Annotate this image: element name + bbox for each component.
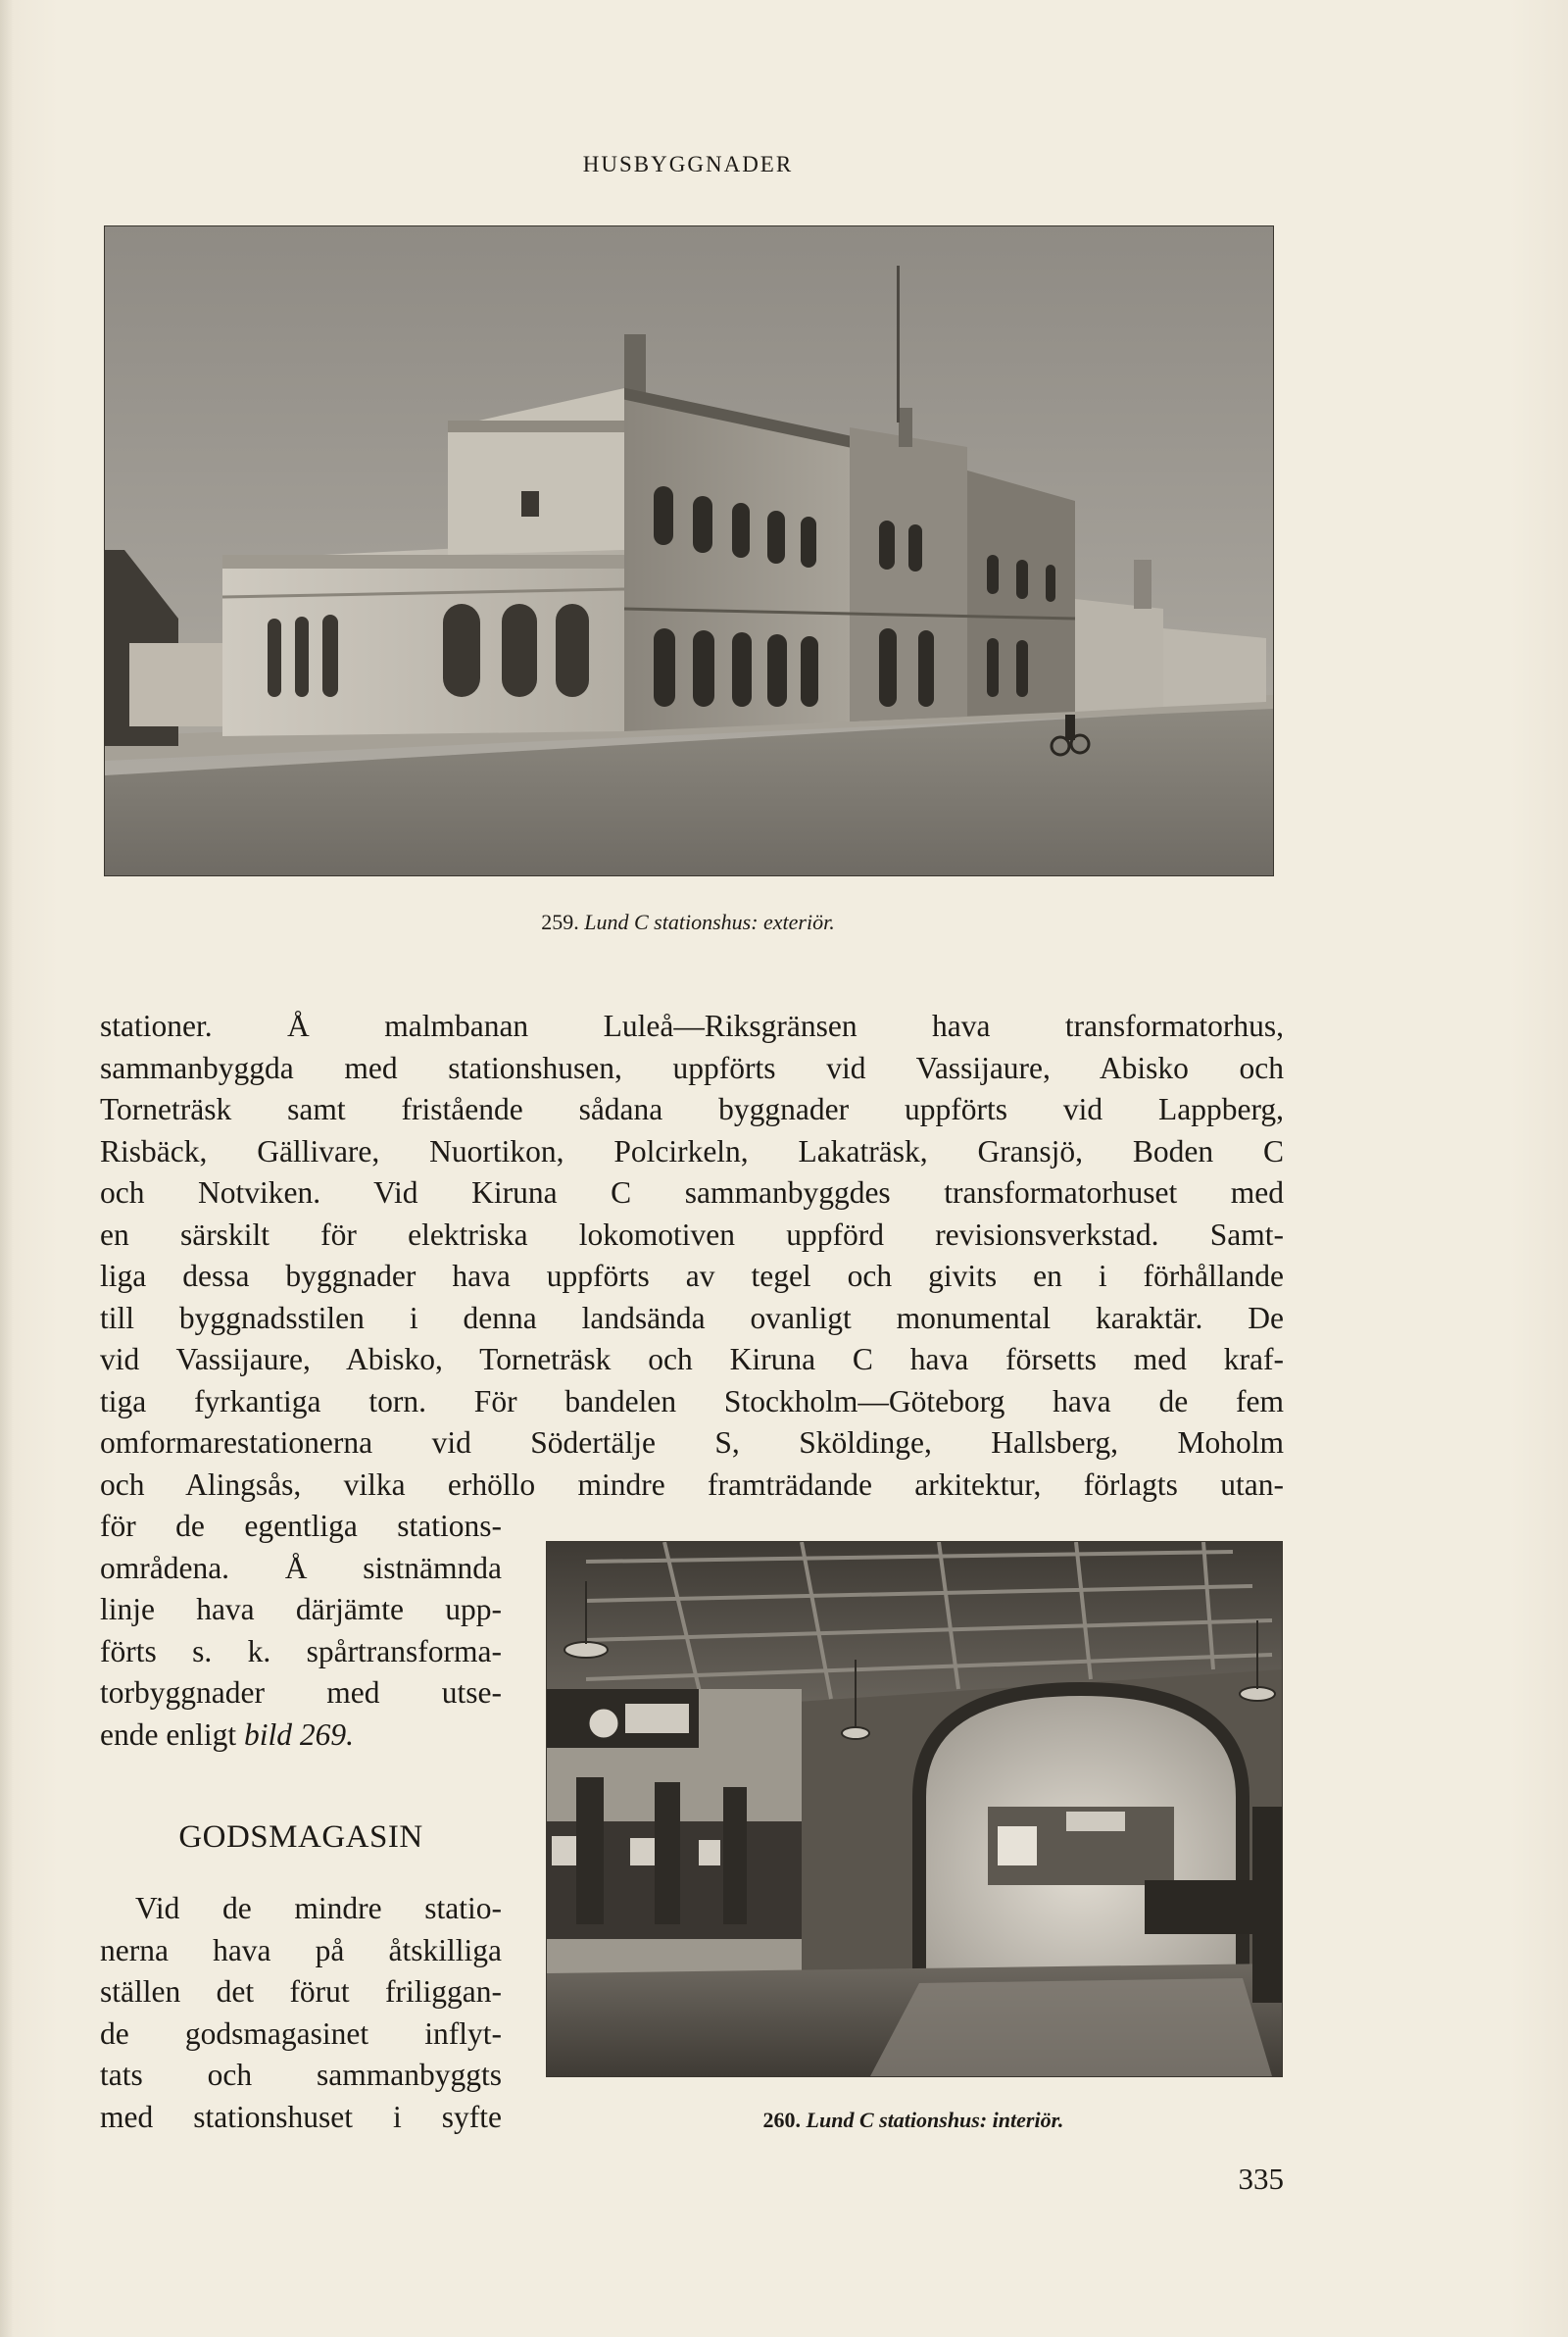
paragraph-1-column [100,1506,502,1756]
paragraph-2-line: ställen det förut friliggan- [100,1974,502,2009]
paragraph-2-line: med stationshuset i syfte [100,2099,502,2134]
paragraph-1-line: en särskilt för elektriska lokomotiven uppförd revisionsverkstad. Samt- [100,1217,1284,1252]
paragraph-1-line: tiga fyrkantiga torn. För bandelen Stockholm—Göteborg hava de fem [100,1383,1284,1418]
page-number: 335 [1238,2162,1284,2196]
paragraph-1-last-line-prefix: ende enligt [100,1716,244,1752]
figure-260-caption-text: Lund C stationshus: interiör. [806,2108,1064,2132]
paragraph-1-line: liga dessa byggnader hava uppförts av tegel och givits en i förhållande [100,1259,1284,1293]
paragraph-1-line: Risbäck, Gällivare, Nuortikon, Polcirkeln, Lakaträsk, Gransjö, Boden C [100,1133,1284,1168]
station-exterior-illustration [105,226,1273,875]
figure-reference: bild 269. [243,1716,354,1752]
figure-259-number: 259. [541,910,579,934]
paragraph-1-column-line: förts s. k. spårtransforma- [100,1633,502,1668]
figure-260-caption [546,2108,1281,2133]
figure-260-number: 260. [762,2108,802,2132]
paragraph-1-column-line: för de egentliga stations- [100,1509,502,1543]
paragraph-1-line: till byggnadsstilen i denna landsända ovanligt monumental karaktär. De [100,1300,1284,1335]
paragraph-1-line: och Notviken. Vid Kiruna C sammanbyggdes transformatorhuset med [100,1175,1284,1210]
paragraph-2-line: tats och sammanbyggts [100,2058,502,2092]
paragraph-1 [100,1006,1284,1506]
paragraph-1-line: stationer. Å malmbanan Luleå—Riksgränsen hava transformatorhus, [100,1009,1284,1043]
paragraph-1-line: omformarestationerna vid Södertälje S, Sköldinge, Hallsberg, Moholm [100,1425,1284,1460]
paragraph-1-column-line: linje hava därjämte upp- [100,1592,502,1626]
figure-259-caption-text: Lund C stationshus: exteriör. [584,910,835,934]
paragraph-1-column-line: områdena. Å sistnämnda [100,1550,502,1585]
paragraph-1-column-line: torbyggnader med utse- [100,1675,502,1710]
paragraph-1-line: sammanbyggda med stationshusen, uppförts vid Vassijaure, Abisko och [100,1050,1284,1085]
paragraph-1-line: vid Vassijaure, Abisko, Torneträsk och Kiruna C hava försetts med kraf- [100,1342,1284,1376]
section-heading: GODSMAGASIN [178,1819,423,1855]
figure-exterior-photo [104,225,1274,876]
paragraph-1-line: Torneträsk samt fristående sådana byggnader uppförts vid Lappberg, [100,1092,1284,1126]
station-interior-illustration [547,1542,1282,2076]
figure-interior-photo [546,1541,1283,2077]
paragraph-2-line: nerna hava på åtskilliga [100,1932,502,1967]
paragraph-2-line: Vid de mindre statio- [135,1891,502,1925]
paragraph-1-column-last-line [100,1715,502,1757]
figure-259-caption [104,910,1272,935]
paragraph-2 [100,1888,502,2138]
paragraph-2-line: de godsmagasinet inflyt- [100,2015,502,2051]
paragraph-1-line: och Alingsås, vilka erhöllo mindre framträdande arkitektur, förlagts utan- [100,1467,1284,1502]
running-head: HUSBYGGNADER [582,152,794,176]
